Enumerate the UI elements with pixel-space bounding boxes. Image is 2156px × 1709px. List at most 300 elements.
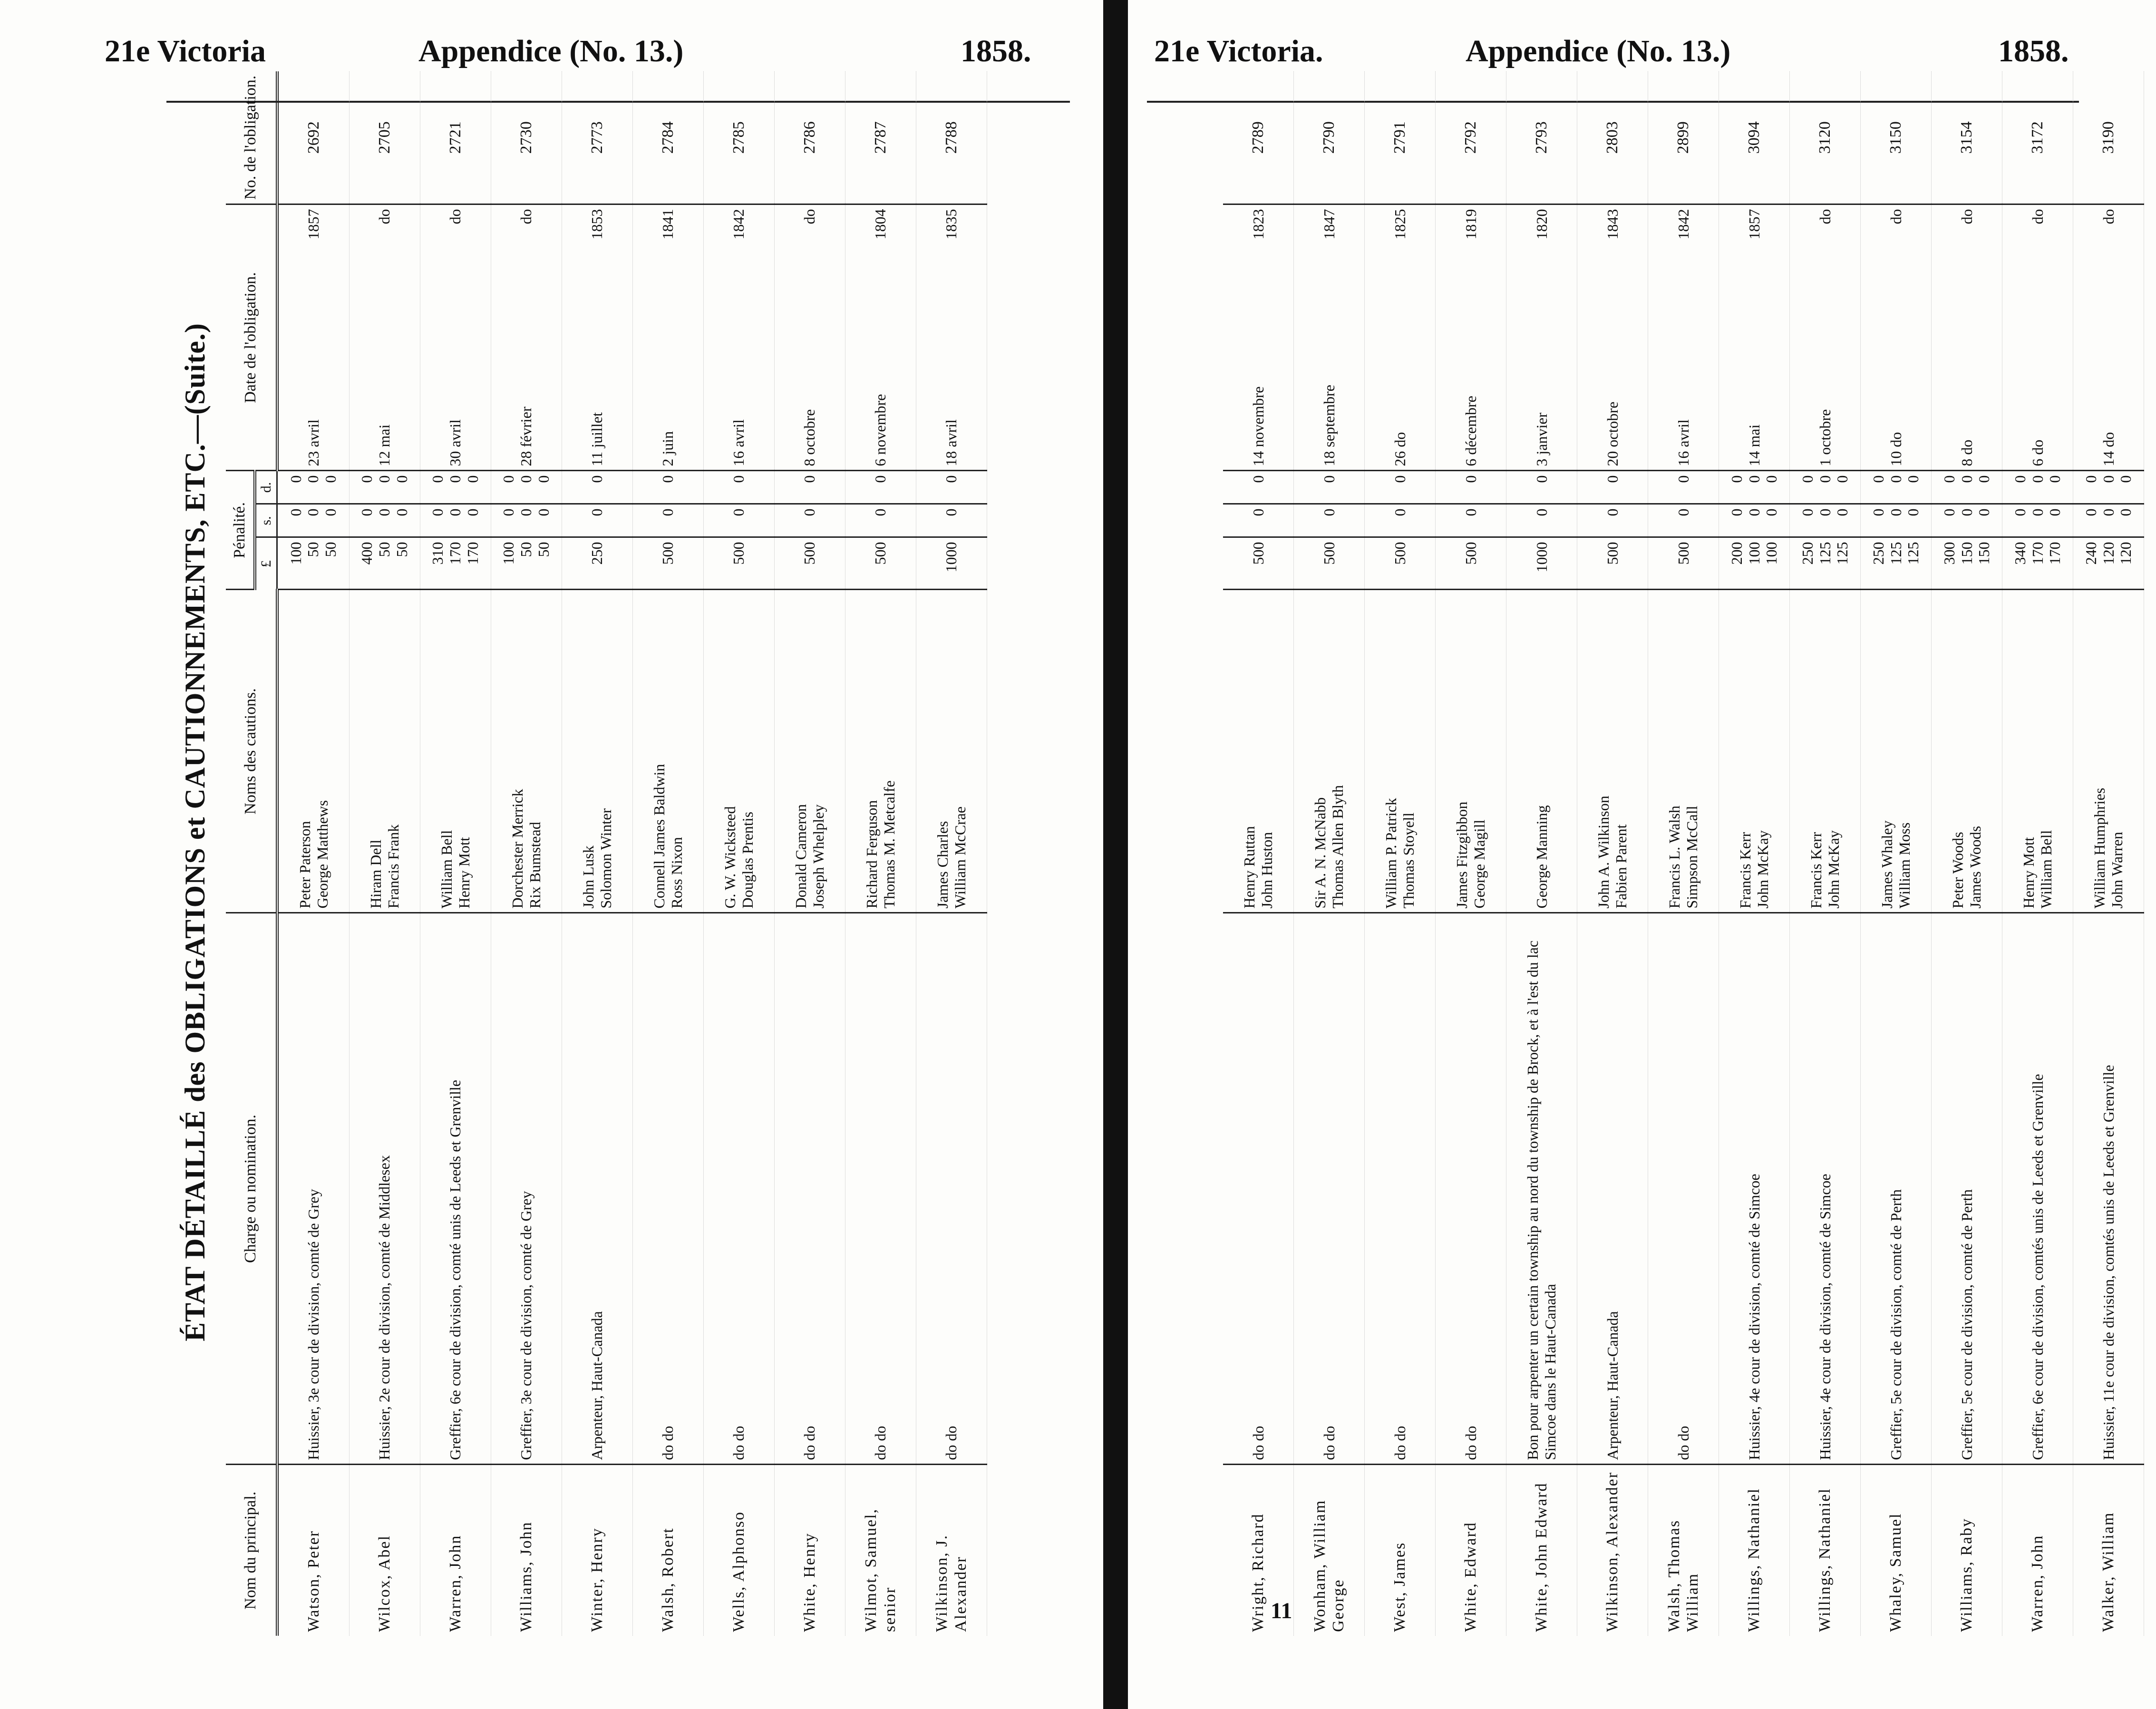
principal-cell: Wilcox, Abel (349, 1465, 420, 1636)
pounds-cell (349, 537, 420, 590)
caution-name: John McKay (1754, 830, 1771, 909)
shillings-cell (1294, 504, 1365, 537)
left-rotated-table (166, 71, 1103, 1636)
pounds-value: 100 (500, 542, 517, 565)
charge-cell: Huissier, 2e cour de division, comté de Middlesex (349, 913, 420, 1465)
col-date: Date de l'obligation. (226, 204, 277, 471)
caution-name: James Fitzgibbon (1453, 801, 1471, 909)
col-penalite: Pénalité. (226, 471, 255, 590)
date-year: 1843 (1603, 209, 1621, 240)
date-day: 18 septembre (1320, 385, 1338, 466)
caution-name: Henry Ruttan (1241, 826, 1258, 909)
principal-cell: Willings, Nathaniel (1719, 1465, 1790, 1636)
caution-name: John Warren (2108, 832, 2126, 909)
shillings-value: 0 (872, 508, 889, 516)
caution-name: James Woods (1967, 825, 1984, 909)
shillings-value: 0 (1763, 508, 1780, 516)
pounds-cell (1506, 537, 1577, 590)
principal-cell: Williams, John (491, 1465, 562, 1636)
numero-cell: 2787 (845, 71, 916, 204)
caution-name: Ross Nixon (668, 837, 685, 909)
shillings-cell (1223, 504, 1294, 537)
pence-value: 0 (2082, 475, 2099, 483)
table-row (2002, 71, 2073, 1636)
caution-name: James Charles (933, 821, 951, 909)
date-day: 16 avril (1674, 419, 1692, 466)
caution-name: Connell James Baldwin (650, 764, 668, 909)
date-year: 1820 (1533, 209, 1550, 240)
pence-value: 0 (1533, 475, 1550, 483)
cautions-cell (1861, 590, 1932, 913)
shillings-cell (1719, 504, 1790, 537)
pounds-value: 50 (322, 542, 340, 557)
shillings-value: 0 (1320, 508, 1338, 516)
table-row (1506, 71, 1577, 1636)
pence-value: 0 (393, 475, 410, 483)
pence-value: 0 (517, 475, 535, 483)
charge-cell: Greffier, 6e cour de division, comté unis de Leeds et Grenville (420, 913, 491, 1465)
caution-name: John McKay (1825, 830, 1842, 909)
caution-name: Thomas Stoyell (1400, 812, 1417, 909)
pence-value: 0 (1904, 475, 1922, 483)
pence-cell (1790, 471, 1861, 504)
pence-value: 0 (1816, 475, 1834, 483)
obligations-table-left (226, 71, 987, 1636)
pence-value: 0 (1391, 475, 1408, 483)
principal-cell: White, John Edward (1506, 1465, 1577, 1636)
date-year: do (801, 209, 818, 224)
date-day: 2 juin (659, 431, 677, 466)
left-header-year: 1858. (961, 34, 1031, 68)
pence-cell (420, 471, 491, 504)
numero-cell: 2730 (491, 71, 562, 204)
date-cell (1790, 204, 1861, 471)
pence-value: 0 (2029, 475, 2046, 483)
page-number: 11 (1271, 1598, 1292, 1623)
date-cell (1577, 204, 1648, 471)
numero-cell: 2792 (1436, 71, 1506, 204)
shillings-value: 0 (517, 508, 535, 516)
caution-name: Francis Frank (384, 824, 402, 909)
table-row (1436, 71, 1506, 1636)
right-header-appendix: Appendice (No. 13.) (1466, 34, 1731, 68)
date-cell (632, 204, 703, 471)
col-cautions: Noms des cautions. (226, 590, 277, 913)
pence-value: 0 (2046, 475, 2064, 483)
shillings-value: 0 (393, 508, 410, 516)
charge-cell: Huissier, 4e cour de division, comté de Simcoe (1790, 913, 1861, 1465)
pounds-cell (632, 537, 703, 590)
date-year: 1841 (659, 209, 677, 240)
table-row (562, 71, 632, 1636)
charge-cell: Huissier, 11e cour de division, comtés unis de Leeds et Grenville (2073, 913, 2144, 1465)
pence-value: 0 (322, 475, 340, 483)
cautions-cell (2073, 590, 2144, 913)
shillings-value: 0 (1887, 508, 1904, 516)
pounds-value: 120 (2099, 542, 2117, 565)
date-cell (277, 204, 350, 471)
pence-value: 0 (2099, 475, 2117, 483)
pounds-value: 500 (1462, 542, 1479, 565)
col-charge: Charge ou nomination. (226, 913, 277, 1465)
shillings-value: 0 (2046, 508, 2064, 516)
shillings-value: 0 (1674, 508, 1692, 516)
pence-value: 0 (2117, 475, 2135, 483)
pounds-value: 50 (393, 542, 410, 557)
date-year: 1853 (588, 209, 606, 240)
charge-cell: do do (916, 913, 987, 1465)
pence-value: 0 (287, 475, 304, 483)
shillings-value: 0 (464, 508, 481, 516)
caution-name: G. W. Wicksteed (721, 806, 738, 909)
pounds-cell (277, 537, 350, 590)
pounds-value: 250 (588, 542, 606, 565)
pounds-value: 500 (1391, 542, 1408, 565)
principal-cell: Wilkinson, J. Alexander (916, 1465, 987, 1636)
charge-cell: do do (1436, 913, 1506, 1465)
shillings-value: 0 (1869, 508, 1887, 516)
date-year: do (1816, 209, 1834, 224)
table-row (703, 71, 774, 1636)
charge-cell: Arpenteur, Haut-Canada (1577, 913, 1648, 1465)
pounds-value: 1000 (1533, 542, 1550, 573)
col-numero: No. de l'obligation. (226, 71, 277, 204)
numero-cell: 3120 (1790, 71, 1861, 204)
principal-cell: Wilkinson, Alexander (1577, 1465, 1648, 1636)
caution-name: Joseph Whelpley (809, 804, 827, 909)
table-row (916, 71, 987, 1636)
caution-name: Fabien Parent (1612, 824, 1630, 909)
date-cell (1861, 204, 1932, 471)
pounds-value: 1000 (942, 542, 960, 573)
caution-name: William P. Patrick (1382, 798, 1400, 909)
pounds-cell (703, 537, 774, 590)
pence-cell (916, 471, 987, 504)
numero-cell: 3172 (2002, 71, 2073, 204)
pence-value: 0 (1940, 475, 1958, 483)
date-day: 3 janvier (1533, 412, 1550, 466)
shillings-cell (2002, 504, 2073, 537)
numero-cell: 2789 (1223, 71, 1294, 204)
caution-name: John A. Wilkinson (1595, 796, 1612, 909)
pence-value: 0 (429, 475, 447, 483)
charge-cell: Greffier, 5e cour de division, comté de Perth (1861, 913, 1932, 1465)
date-year: do (1887, 209, 1904, 224)
pence-value: 0 (801, 475, 818, 483)
date-cell (1648, 204, 1719, 471)
date-day: 23 avril (305, 419, 322, 466)
caution-name: Francis L. Walsh (1666, 806, 1683, 909)
pounds-value: 310 (429, 542, 447, 565)
date-year: do (447, 209, 464, 224)
table-row (774, 71, 845, 1636)
pence-value: 0 (2011, 475, 2029, 483)
shillings-value: 0 (1391, 508, 1408, 516)
principal-cell: Walsh, Thomas William (1648, 1465, 1719, 1636)
pounds-cell (1365, 537, 1436, 590)
pence-value: 0 (1834, 475, 1851, 483)
shillings-value: 0 (730, 508, 748, 516)
principal-cell: Walsh, Robert (632, 1465, 703, 1636)
table-row (1365, 71, 1436, 1636)
pounds-value: 250 (1798, 542, 1816, 565)
pence-value: 0 (500, 475, 517, 483)
numero-cell: 2773 (562, 71, 632, 204)
pounds-value: 500 (1603, 542, 1621, 565)
shillings-cell (349, 504, 420, 537)
principal-cell: Walker, William (2073, 1465, 2144, 1636)
pounds-cell (562, 537, 632, 590)
caution-name: George Matthews (313, 800, 331, 909)
date-day: 18 avril (942, 419, 960, 466)
pounds-cell (2002, 537, 2073, 590)
caution-name: Solomon Winter (597, 808, 614, 909)
shillings-value: 0 (447, 508, 464, 516)
left-header-appendix: Appendice (No. 13.) (418, 34, 684, 68)
cautions-cell (1790, 590, 1861, 913)
charge-cell: Huissier, 4e cour de division, comté de Simcoe (1719, 913, 1790, 1465)
right-page (1128, 0, 2156, 1709)
pounds-value: 300 (1940, 542, 1958, 565)
cautions-cell (916, 590, 987, 913)
principal-cell: Wells, Alphonso (703, 1465, 774, 1636)
cautions-cell (1223, 590, 1294, 913)
pounds-value: 500 (730, 542, 748, 565)
table-row (491, 71, 562, 1636)
date-cell (1932, 204, 2002, 471)
shillings-value: 0 (304, 508, 322, 516)
table-row (1294, 71, 1365, 1636)
right-header-session: 21e Victoria. (1154, 34, 1323, 68)
shillings-value: 0 (1533, 508, 1550, 516)
shillings-cell (774, 504, 845, 537)
pounds-value: 100 (1763, 542, 1780, 565)
date-year: do (2099, 209, 2117, 224)
pence-value: 0 (1763, 475, 1780, 483)
shillings-value: 0 (1958, 508, 1975, 516)
shillings-value: 0 (1745, 508, 1763, 516)
pounds-value: 170 (447, 542, 464, 565)
charge-cell: do do (703, 913, 774, 1465)
numero-cell: 2793 (1506, 71, 1577, 204)
pounds-value: 500 (872, 542, 889, 565)
caution-name: Peter Woods (1949, 832, 1967, 909)
caution-name: Douglas Prentis (738, 811, 756, 909)
pence-value: 0 (1728, 475, 1745, 483)
caution-name: William McCrae (951, 806, 969, 909)
charge-cell: do do (632, 913, 703, 1465)
col-principal: Nom du principal. (226, 1465, 277, 1636)
cautions-cell (2002, 590, 2073, 913)
pounds-value: 170 (2029, 542, 2046, 565)
pence-value: 0 (464, 475, 481, 483)
date-day: 10 do (1887, 432, 1904, 466)
right-rotated-table (1223, 71, 2156, 1636)
cautions-cell (491, 590, 562, 913)
numero-cell: 2803 (1577, 71, 1648, 204)
table-row (632, 71, 703, 1636)
pounds-cell (1719, 537, 1790, 590)
pounds-value: 500 (659, 542, 677, 565)
numero-cell: 2790 (1294, 71, 1365, 204)
date-cell (703, 204, 774, 471)
principal-cell: Warren, John (420, 1465, 491, 1636)
charge-cell: do do (845, 913, 916, 1465)
pounds-value: 125 (1816, 542, 1834, 565)
cautions-cell (1719, 590, 1790, 913)
shillings-value: 0 (429, 508, 447, 516)
shillings-value: 0 (2029, 508, 2046, 516)
table-row (1719, 71, 1790, 1636)
table-row (2073, 71, 2144, 1636)
numero-cell: 2786 (774, 71, 845, 204)
caution-name: Henry Mott (2020, 837, 2038, 909)
shillings-value: 0 (1940, 508, 1958, 516)
pence-cell (2002, 471, 2073, 504)
date-day: 16 avril (730, 419, 748, 466)
caution-name: William Moss (1896, 822, 1913, 909)
pounds-cell (774, 537, 845, 590)
shillings-value: 0 (1798, 508, 1816, 516)
date-year: 1819 (1462, 209, 1479, 240)
pounds-cell (1436, 537, 1506, 590)
cautions-cell (1506, 590, 1577, 913)
date-cell (349, 204, 420, 471)
pence-value: 0 (534, 475, 552, 483)
pence-value: 0 (304, 475, 322, 483)
pence-cell (632, 471, 703, 504)
shillings-cell (1932, 504, 2002, 537)
caution-name: George Manning (1533, 805, 1550, 909)
pence-value: 0 (942, 475, 960, 483)
principal-cell: Williams, Raby (1932, 1465, 2002, 1636)
date-day: 30 avril (447, 419, 464, 466)
pence-value: 0 (1249, 475, 1267, 483)
shillings-value: 0 (358, 508, 376, 516)
date-year: 1825 (1391, 209, 1408, 240)
pounds-value: 500 (801, 542, 818, 565)
cautions-cell (1436, 590, 1506, 913)
principal-cell: Wonham, William George (1294, 1465, 1365, 1636)
shillings-value: 0 (2011, 508, 2029, 516)
pounds-cell (916, 537, 987, 590)
caution-name: Richard Ferguson (863, 800, 880, 909)
shillings-value: 0 (942, 508, 960, 516)
cautions-cell (1365, 590, 1436, 913)
caution-name: William Bell (437, 830, 455, 909)
shillings-value: 0 (534, 508, 552, 516)
table-row (277, 71, 350, 1636)
table-row (420, 71, 491, 1636)
cautions-cell (1648, 590, 1719, 913)
cautions-cell (277, 590, 350, 913)
date-cell (1719, 204, 1790, 471)
shillings-cell (2073, 504, 2144, 537)
date-cell (491, 204, 562, 471)
table-row (845, 71, 916, 1636)
shillings-value: 0 (1462, 508, 1479, 516)
pounds-value: 340 (2011, 542, 2029, 565)
caution-name: Francis Kerr (1737, 832, 1754, 909)
pence-cell (1223, 471, 1294, 504)
pounds-cell (1648, 537, 1719, 590)
shillings-cell (703, 504, 774, 537)
pence-cell (349, 471, 420, 504)
pounds-value: 250 (1869, 542, 1887, 565)
pence-value: 0 (376, 475, 393, 483)
pounds-value: 50 (534, 542, 552, 557)
date-day: 1 octobre (1816, 409, 1834, 466)
pounds-value: 120 (2117, 542, 2135, 565)
pounds-cell (1861, 537, 1932, 590)
pence-cell (703, 471, 774, 504)
caution-name: James Whaley (1878, 820, 1896, 909)
pounds-value: 50 (304, 542, 322, 557)
principal-cell: White, Henry (774, 1465, 845, 1636)
caution-name: Henry Mott (455, 837, 473, 909)
cautions-cell (1294, 590, 1365, 913)
charge-cell: Bon pour arpenter un certain township au nord du township de Brock, et à l'est du lac Simcoe dans le Haut-Canada (1506, 913, 1577, 1465)
pence-value: 0 (1462, 475, 1479, 483)
date-cell (1223, 204, 1294, 471)
charge-cell: do do (1648, 913, 1719, 1465)
shillings-value: 0 (659, 508, 677, 516)
date-cell (2073, 204, 2144, 471)
numero-cell: 3154 (1932, 71, 2002, 204)
shillings-cell (1577, 504, 1648, 537)
charge-cell: Greffier, 5e cour de division, comté de Perth (1932, 913, 2002, 1465)
shillings-cell (562, 504, 632, 537)
charge-cell: Greffier, 3e cour de division, comté de Grey (491, 913, 562, 1465)
numero-cell: 3150 (1861, 71, 1932, 204)
shillings-cell (1790, 504, 1861, 537)
cautions-cell (845, 590, 916, 913)
shillings-cell (1365, 504, 1436, 537)
date-year: 1804 (872, 209, 889, 240)
date-cell (1294, 204, 1365, 471)
pence-value: 0 (588, 475, 606, 483)
right-header-year: 1858. (1998, 34, 2069, 68)
numero-cell: 2791 (1365, 71, 1436, 204)
left-header-session: 21e Victoria (105, 34, 266, 68)
pounds-value: 200 (1728, 542, 1745, 565)
date-cell (845, 204, 916, 471)
shillings-value: 0 (2082, 508, 2099, 516)
principal-cell: White, Edward (1436, 1465, 1506, 1636)
cautions-cell (1577, 590, 1648, 913)
pence-value: 0 (872, 475, 889, 483)
cautions-cell (1932, 590, 2002, 913)
date-day: 8 do (1958, 439, 1975, 466)
shillings-cell (420, 504, 491, 537)
pence-cell (774, 471, 845, 504)
principal-cell: Watson, Peter (277, 1465, 350, 1636)
pence-value: 0 (659, 475, 677, 483)
date-year: 1835 (942, 209, 960, 240)
date-year: 1847 (1320, 209, 1338, 240)
numero-cell: 2705 (349, 71, 420, 204)
table-row (1223, 71, 1294, 1636)
caution-name: Thomas M. Metcalfe (880, 780, 898, 909)
caution-name: Sir A. N. McNabb (1311, 797, 1329, 909)
shillings-value: 0 (1816, 508, 1834, 516)
date-year: 1842 (730, 209, 748, 240)
pence-value: 0 (1887, 475, 1904, 483)
pence-value: 0 (1798, 475, 1816, 483)
principal-cell: West, James (1365, 1465, 1436, 1636)
caution-name: Rix Bumstead (526, 822, 544, 909)
pounds-value: 170 (2046, 542, 2064, 565)
